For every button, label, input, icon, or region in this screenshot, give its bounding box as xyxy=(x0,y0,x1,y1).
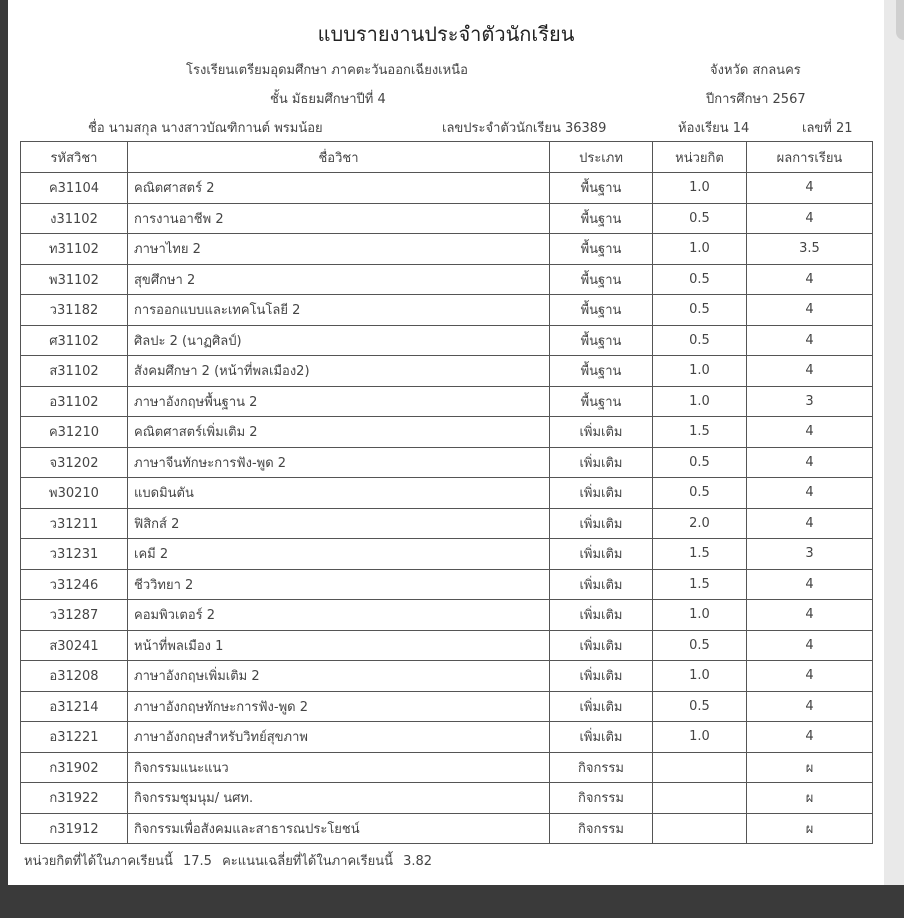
cell-grade: 3.5 xyxy=(747,234,873,265)
cell-course-type: กิจกรรม xyxy=(550,752,653,783)
cell-course-name: ชีววิทยา 2 xyxy=(128,569,550,600)
cell-course-code: ว31246 xyxy=(21,569,128,600)
cell-credits: 0.5 xyxy=(653,691,747,722)
cell-credits: 1.0 xyxy=(653,173,747,204)
cell-course-type: พื้นฐาน xyxy=(550,295,653,326)
cell-credits: 1.0 xyxy=(653,661,747,692)
cell-course-type: พื้นฐาน xyxy=(550,173,653,204)
cell-course-type: เพิ่มเติม xyxy=(550,600,653,631)
cell-course-name: ภาษาอังกฤษทักษะการฟัง-พูด 2 xyxy=(128,691,550,722)
cell-course-code: อ31221 xyxy=(21,722,128,753)
cell-credits: 1.0 xyxy=(653,722,747,753)
cell-course-name: การออกแบบและเทคโนโลยี 2 xyxy=(128,295,550,326)
cell-grade: 4 xyxy=(747,508,873,539)
grade-level: ชั้น มัธยมศึกษาปีที่ 4 xyxy=(270,92,386,107)
cell-course-code: ง31102 xyxy=(21,203,128,234)
cell-grade: 3 xyxy=(747,539,873,570)
cell-grade: 4 xyxy=(747,417,873,448)
cell-course-name: ภาษาอังกฤษพื้นฐาน 2 xyxy=(128,386,550,417)
table-row xyxy=(21,386,873,417)
cell-course-code: ค31210 xyxy=(21,417,128,448)
cell-course-type: พื้นฐาน xyxy=(550,356,653,387)
table-row xyxy=(21,813,873,844)
cell-course-name: กิจกรรมชุมนุม/ นศท. xyxy=(128,783,550,814)
cell-grade: 4 xyxy=(747,356,873,387)
cell-course-name: แบดมินตัน xyxy=(128,478,550,509)
cell-course-type: เพิ่มเติม xyxy=(550,630,653,661)
table-row xyxy=(21,508,873,539)
cell-credits: 1.0 xyxy=(653,356,747,387)
cell-course-name: สังคมศึกษา 2 (หน้าที่พลเมือง2) xyxy=(128,356,550,387)
cell-grade: 4 xyxy=(747,661,873,692)
cell-course-type: เพิ่มเติม xyxy=(550,661,653,692)
header-grade: ผลการเรียน xyxy=(747,142,873,173)
credits-value: 17.5 xyxy=(183,854,212,869)
classroom: ห้องเรียน 14 xyxy=(678,121,750,136)
cell-credits: 1.0 xyxy=(653,234,747,265)
cell-course-code: จ31202 xyxy=(21,447,128,478)
cell-course-code: อ31102 xyxy=(21,386,128,417)
cell-credits: 1.0 xyxy=(653,600,747,631)
cell-course-name: ฟิสิกส์ 2 xyxy=(128,508,550,539)
cell-credits: 2.0 xyxy=(653,508,747,539)
cell-credits xyxy=(653,813,747,844)
report-title: แบบรายงานประจำตัวนักเรียน xyxy=(317,22,575,46)
table-row xyxy=(21,661,873,692)
cell-grade: 3 xyxy=(747,386,873,417)
cell-credits xyxy=(653,783,747,814)
cell-credits: 0.5 xyxy=(653,264,747,295)
cell-course-code: ว31182 xyxy=(21,295,128,326)
cell-grade: 4 xyxy=(747,478,873,509)
cell-course-name: กิจกรรมแนะแนว xyxy=(128,752,550,783)
grades-table xyxy=(20,141,873,844)
table-row xyxy=(21,356,873,387)
cell-course-code: ศ31102 xyxy=(21,325,128,356)
cell-course-name: ภาษาอังกฤษเพิ่มเติม 2 xyxy=(128,661,550,692)
cell-course-type: เพิ่มเติม xyxy=(550,691,653,722)
table-row xyxy=(21,234,873,265)
student-name: ชื่อ นามสกุล นางสาวบัณฑิกานต์ พรมน้อย xyxy=(88,121,323,136)
cell-course-type: เพิ่มเติม xyxy=(550,508,653,539)
cell-course-name: ภาษาจีนทักษะการฟัง-พูด 2 xyxy=(128,447,550,478)
cell-course-type: พื้นฐาน xyxy=(550,234,653,265)
table-row xyxy=(21,600,873,631)
header-course-type: ประเภท xyxy=(550,142,653,173)
cell-course-type: กิจกรรม xyxy=(550,813,653,844)
cell-course-code: ก31912 xyxy=(21,813,128,844)
table-row xyxy=(21,722,873,753)
gpa-label: คะแนนเฉลี่ยที่ได้ในภาคเรียนนี้ xyxy=(222,854,393,869)
table-row xyxy=(21,173,873,204)
cell-course-code: ว31231 xyxy=(21,539,128,570)
cell-course-code: ค31104 xyxy=(21,173,128,204)
gpa-value: 3.82 xyxy=(403,854,433,869)
cell-course-type: พื้นฐาน xyxy=(550,386,653,417)
cell-credits xyxy=(653,752,747,783)
viewer-corner-tab xyxy=(896,0,904,40)
cell-course-type: เพิ่มเติม xyxy=(550,722,653,753)
student-number: เลขที่ 21 xyxy=(802,121,853,136)
cell-course-name: สุขศึกษา 2 xyxy=(128,264,550,295)
cell-course-name: ศิลปะ 2 (นาฏศิลป์) xyxy=(128,325,550,356)
cell-course-type: พื้นฐาน xyxy=(550,264,653,295)
cell-credits: 0.5 xyxy=(653,478,747,509)
header-course-name: ชื่อวิชา xyxy=(128,142,550,173)
cell-course-type: พื้นฐาน xyxy=(550,203,653,234)
province: จังหวัด สกลนคร xyxy=(710,63,801,78)
cell-grade: 4 xyxy=(747,600,873,631)
cell-credits: 0.5 xyxy=(653,295,747,326)
cell-credits: 0.5 xyxy=(653,447,747,478)
cell-grade: ผ xyxy=(747,752,873,783)
cell-course-code: อ31208 xyxy=(21,661,128,692)
table-row xyxy=(21,325,873,356)
cell-course-name: เคมี 2 xyxy=(128,539,550,570)
credits-label: หน่วยกิตที่ได้ในภาคเรียนนี้ xyxy=(24,854,173,869)
cell-course-name: หน้าที่พลเมือง 1 xyxy=(128,630,550,661)
cell-course-type: เพิ่มเติม xyxy=(550,539,653,570)
table-row xyxy=(21,295,873,326)
cell-course-name: คณิตศาสตร์เพิ่มเติม 2 xyxy=(128,417,550,448)
cell-course-name: คอมพิวเตอร์ 2 xyxy=(128,600,550,631)
cell-grade: 4 xyxy=(747,325,873,356)
cell-grade: 4 xyxy=(747,203,873,234)
student-id: เลขประจำตัวนักเรียน 36389 xyxy=(442,121,607,136)
cell-course-code: ว31211 xyxy=(21,508,128,539)
table-row xyxy=(21,752,873,783)
academic-year: ปีการศึกษา 2567 xyxy=(706,92,806,107)
cell-course-type: เพิ่มเติม xyxy=(550,569,653,600)
cell-course-code: ว31287 xyxy=(21,600,128,631)
cell-grade: 4 xyxy=(747,722,873,753)
cell-credits: 1.0 xyxy=(653,386,747,417)
cell-grade: 4 xyxy=(747,295,873,326)
cell-course-code: พ30210 xyxy=(21,478,128,509)
table-row xyxy=(21,264,873,295)
cell-course-code: ก31902 xyxy=(21,752,128,783)
cell-credits: 0.5 xyxy=(653,630,747,661)
cell-course-code: อ31214 xyxy=(21,691,128,722)
cell-credits: 1.5 xyxy=(653,417,747,448)
cell-grade: 4 xyxy=(747,691,873,722)
cell-course-name: ภาษาไทย 2 xyxy=(128,234,550,265)
viewer-side-strip xyxy=(884,0,904,885)
cell-course-code: ก31922 xyxy=(21,783,128,814)
grades-table-body xyxy=(21,173,873,844)
cell-grade: 4 xyxy=(747,173,873,204)
cell-grade: ผ xyxy=(747,813,873,844)
cell-grade: ผ xyxy=(747,783,873,814)
table-row xyxy=(21,417,873,448)
table-row xyxy=(21,203,873,234)
cell-grade: 4 xyxy=(747,447,873,478)
cell-course-name: ภาษาอังกฤษสำหรับวิทย์สุขภาพ xyxy=(128,722,550,753)
table-row xyxy=(21,630,873,661)
school-name: โรงเรียนเตรียมอุดมศึกษา ภาคตะวันออกเฉียงเหนือ xyxy=(186,63,468,78)
table-row xyxy=(21,691,873,722)
table-row xyxy=(21,783,873,814)
report-sheet xyxy=(8,0,884,885)
cell-credits: 1.5 xyxy=(653,539,747,570)
cell-course-code: พ31102 xyxy=(21,264,128,295)
table-row xyxy=(21,539,873,570)
table-header-row xyxy=(21,142,873,173)
cell-course-type: กิจกรรม xyxy=(550,783,653,814)
cell-course-code: ส30241 xyxy=(21,630,128,661)
cell-credits: 1.5 xyxy=(653,569,747,600)
cell-grade: 4 xyxy=(747,569,873,600)
table-row xyxy=(21,478,873,509)
cell-grade: 4 xyxy=(747,630,873,661)
header-course-code: รหัสวิชา xyxy=(21,142,128,173)
header-credits: หน่วยกิต xyxy=(653,142,747,173)
cell-course-type: เพิ่มเติม xyxy=(550,478,653,509)
table-row xyxy=(21,447,873,478)
cell-course-code: ส31102 xyxy=(21,356,128,387)
cell-course-type: เพิ่มเติม xyxy=(550,417,653,448)
cell-credits: 0.5 xyxy=(653,325,747,356)
cell-course-type: พื้นฐาน xyxy=(550,325,653,356)
cell-course-name: การงานอาชีพ 2 xyxy=(128,203,550,234)
cell-grade: 4 xyxy=(747,264,873,295)
table-row xyxy=(21,569,873,600)
cell-credits: 0.5 xyxy=(653,203,747,234)
cell-course-name: คณิตศาสตร์ 2 xyxy=(128,173,550,204)
cell-course-code: ท31102 xyxy=(21,234,128,265)
cell-course-name: กิจกรรมเพื่อสังคมและสาธารณประโยชน์ xyxy=(128,813,550,844)
semester-summary xyxy=(24,850,438,871)
cell-course-type: เพิ่มเติม xyxy=(550,447,653,478)
